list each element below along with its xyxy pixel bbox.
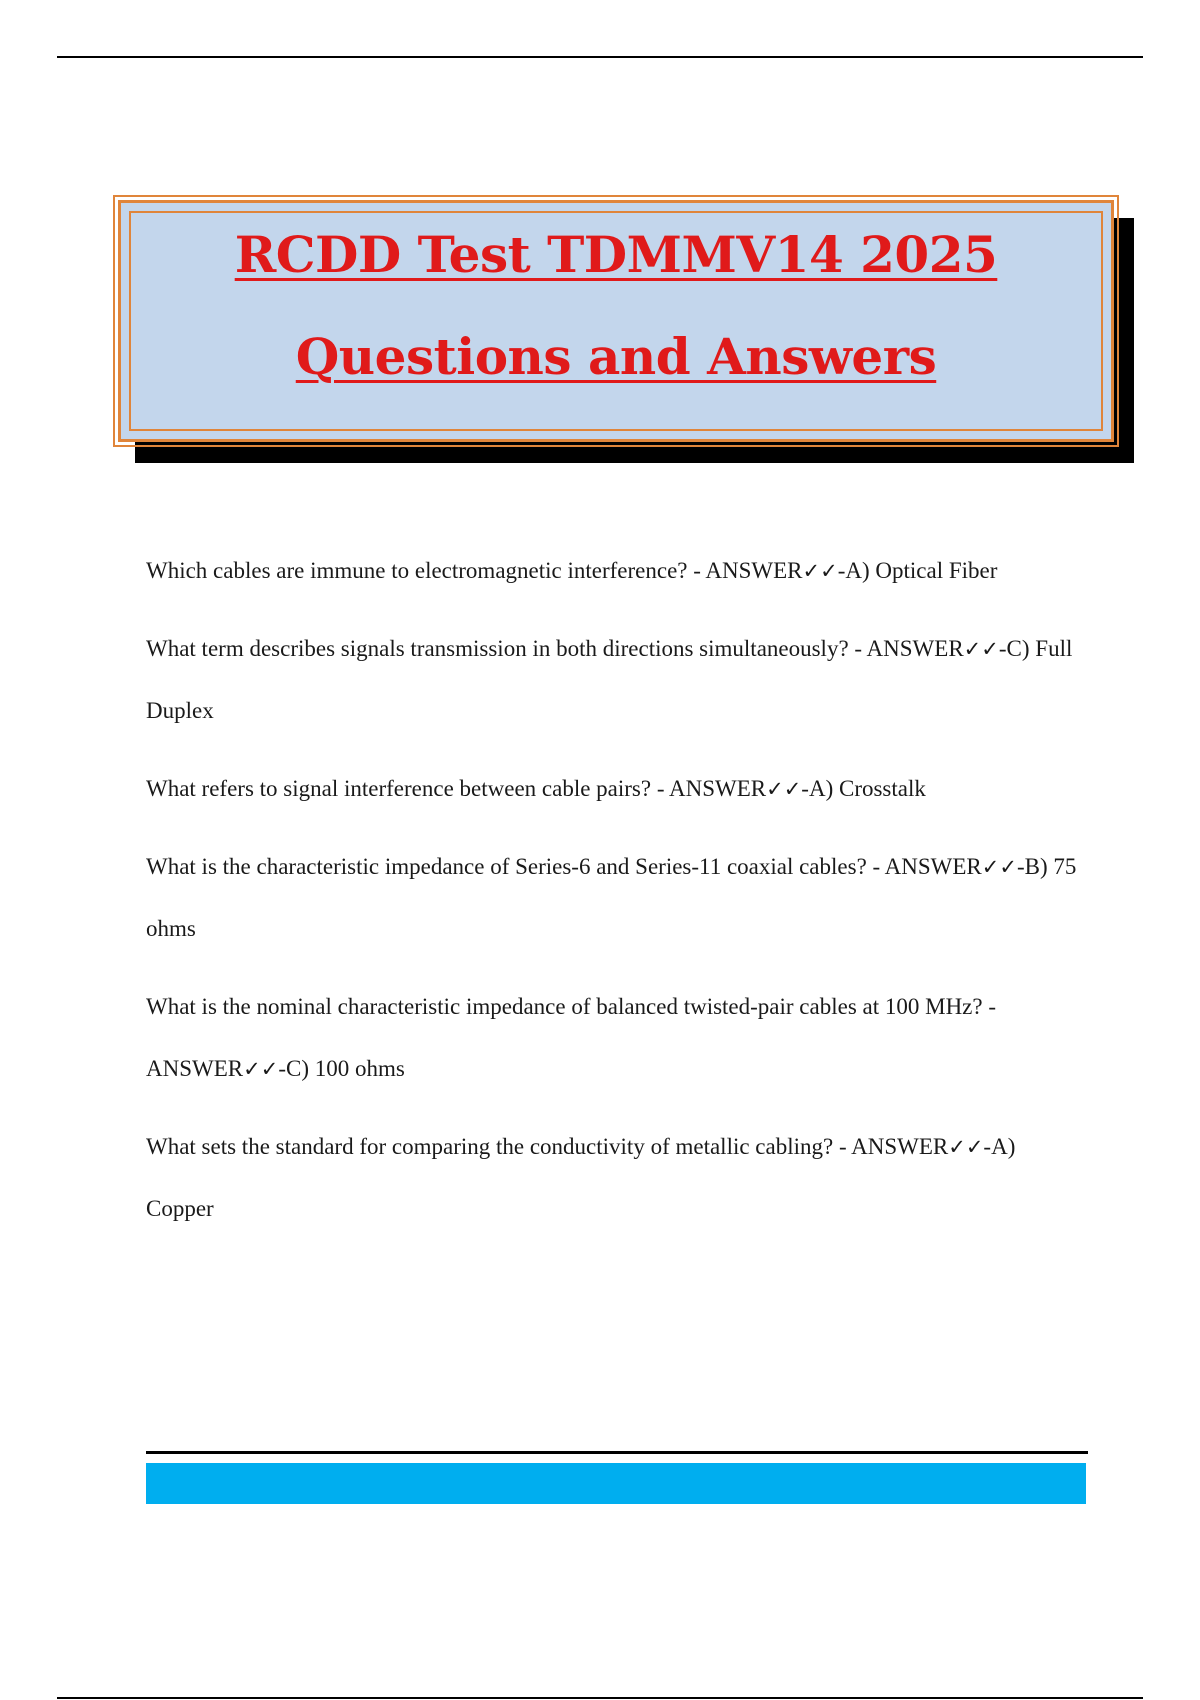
- qa-item: [146, 836, 1086, 960]
- title-line-1: RCDD Test TDMMV14 2025: [234, 225, 998, 284]
- qa-list: [146, 540, 1086, 1256]
- footer-band: [146, 1463, 1086, 1504]
- qa-item: [146, 976, 1086, 1100]
- qa-answer: -B) 75 ohms: [146, 854, 1077, 941]
- title-line-2: Questions and Answers: [295, 327, 937, 386]
- top-rule: [57, 56, 1143, 58]
- qa-answer: -C) 100 ohms: [278, 1056, 405, 1081]
- check-marks-icon: ✓✓: [981, 855, 1017, 879]
- qa-question: Which cables are immune to electromagnetic interference? - ANSWER: [146, 558, 803, 583]
- check-marks-icon: ✓✓: [243, 1057, 279, 1081]
- check-marks-icon: ✓✓: [963, 637, 999, 661]
- qa-question: What term describes signals transmission in both directions simultaneously? - ANSWER: [146, 636, 964, 661]
- qa-question: What refers to signal interference between cable pairs? - ANSWER: [146, 776, 767, 801]
- qa-item: [146, 758, 1086, 820]
- title-box: [118, 200, 1114, 442]
- qa-question: What is the characteristic impedance of Series-6 and Series-11 coaxial cables? - ANSWER: [146, 854, 982, 879]
- qa-answer: -A) Copper: [146, 1134, 1016, 1221]
- qa-answer: -C) Full Duplex: [146, 636, 1073, 723]
- qa-item: [146, 1116, 1086, 1240]
- check-marks-icon: ✓✓: [766, 777, 802, 801]
- bottom-rule: [57, 1697, 1143, 1699]
- qa-question: What sets the standard for comparing the conductivity of metallic cabling? - ANSWER: [146, 1134, 949, 1159]
- check-marks-icon: ✓✓: [948, 1135, 984, 1159]
- qa-answer: -A) Optical Fiber: [837, 558, 998, 583]
- qa-item: [146, 618, 1086, 742]
- footer-rule: [146, 1451, 1088, 1454]
- qa-answer: -A) Crosstalk: [801, 776, 926, 801]
- check-marks-icon: ✓✓: [802, 559, 838, 583]
- qa-item: [146, 540, 1086, 602]
- qa-question: What is the nominal characteristic impedance of balanced twisted-pair cables at 100 MHz? - ANSWER: [146, 994, 997, 1081]
